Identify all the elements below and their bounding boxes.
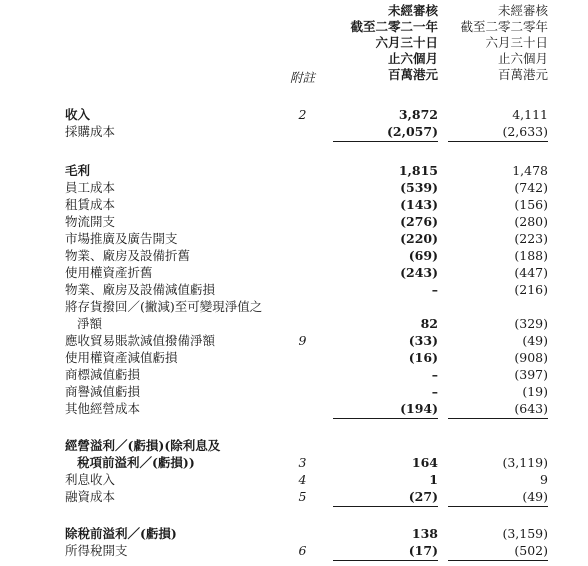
row-value-current: (143) [400,197,438,212]
header-prior-line4: 止六個月 [497,51,548,66]
row-note: 9 [298,333,307,348]
row-value-current: 1 [429,472,438,487]
subtotal-line-current [333,418,438,419]
row-label: 經營溢利／(虧損)(除利息及 [65,438,221,453]
subtotal-line-prior [448,141,548,142]
row-value-prior: (188) [514,248,548,263]
row-rou-depreciation [0,264,588,281]
row-income-tax [0,542,588,559]
header-current-line3: 六月三十日 [375,35,438,50]
row-note: 4 [298,472,307,487]
row-label: 將存貨撥回／(撇減)至可變現淨值之 [65,299,263,314]
row-value-prior: 1,478 [512,163,548,178]
row-label: 使用權資產折舊 [65,265,153,280]
row-value-current: (243) [400,265,438,280]
row-note: 5 [298,489,307,504]
header-current-line5: 百萬港元 [387,67,438,82]
row-value-prior: (908) [514,350,548,365]
row-label: 所得稅開支 [65,543,128,558]
row-value-prior: (156) [514,197,548,212]
subtotal-line-prior [448,418,548,419]
row-label: 市場推廣及廣告開支 [65,231,178,246]
row-label: 融資成本 [65,489,116,504]
row-value-prior: 4,111 [512,107,548,122]
subtotal-line-current [333,141,438,142]
row-value-current: 138 [411,526,438,541]
row-value-current: (69) [408,248,438,263]
row-profit-before-tax [0,525,588,542]
row-rou-impairment [0,349,588,366]
header-prior-line1: 未經審核 [497,3,548,18]
row-value-current: 164 [411,455,438,470]
row-label: 收入 [65,107,91,122]
row-label: 物業、廠房及設備減值虧損 [65,282,216,297]
row-value-current: (16) [408,350,438,365]
row-value-prior: (3,119) [502,455,548,470]
row-value-current: (2,057) [387,124,438,139]
subtotal-line-prior [448,506,548,507]
row-marketing [0,230,588,247]
row-trademark-impairment [0,366,588,383]
row-value-prior: (216) [514,282,548,297]
row-value-prior: (502) [514,543,548,558]
row-label: 使用權資產減值虧損 [65,350,178,365]
row-value-current: (17) [408,543,438,558]
row-label: 商標減值虧損 [65,367,141,382]
row-operating-result-line1 [0,437,588,454]
row-value-current: 3,872 [398,107,438,122]
row-finance-cost [0,488,588,505]
row-label: 物流開支 [65,214,116,229]
row-value-prior: (223) [514,231,548,246]
subtotal-line-current [333,506,438,507]
header-note-label: 附註 [290,70,316,85]
header-current-line4: 止六個月 [387,51,438,66]
row-value-current: (27) [408,489,438,504]
row-value-current: – [431,367,438,382]
row-label: 應收貿易賬款減值撥備淨額 [65,333,216,348]
row-value-prior: (49) [522,489,548,504]
row-value-prior: (2,633) [502,124,548,139]
row-label: 稅項前溢利／(虧損)) [77,455,195,470]
header-prior-line5: 百萬港元 [497,67,548,82]
row-note: 3 [298,455,307,470]
row-staff-cost [0,179,588,196]
header-prior-line3: 六月三十日 [485,35,548,50]
row-value-prior: (447) [514,265,548,280]
row-label: 員工成本 [65,180,116,195]
row-value-prior: (643) [514,401,548,416]
row-revenue [0,106,588,123]
row-value-current: (220) [400,231,438,246]
row-operating-result-line2 [0,454,588,471]
row-rental-cost [0,196,588,213]
row-gross-profit [0,162,588,179]
row-value-prior: 9 [540,472,548,487]
row-goodwill-impairment [0,383,588,400]
row-value-prior: (742) [514,180,548,195]
row-value-current: (33) [408,333,438,348]
row-ppe-impairment [0,281,588,298]
row-value-current: (276) [400,214,438,229]
row-value-prior: (329) [514,316,548,331]
header-current-line1: 未經審核 [387,3,438,18]
row-note: 2 [298,107,307,122]
row-value-prior: (19) [522,384,548,399]
row-value-current: 82 [420,316,438,331]
row-receivables-impairment [0,332,588,349]
subtotal-line-current [333,560,438,561]
row-label: 租賃成本 [65,197,116,212]
row-label: 毛利 [65,163,91,178]
row-other-operating-cost [0,400,588,417]
row-label: 採購成本 [65,124,116,139]
row-label: 利息收入 [65,472,116,487]
row-value-prior: (49) [522,333,548,348]
subtotal-line-prior [448,560,548,561]
row-value-prior: (3,159) [502,526,548,541]
row-value-prior: (397) [514,367,548,382]
row-value-current: (194) [400,401,438,416]
row-label: 物業、廠房及設備折舊 [65,248,191,263]
row-interest-income [0,471,588,488]
row-label: 其他經營成本 [65,401,141,416]
row-label: 除稅前溢利／(虧損) [65,526,177,541]
row-ppe-depreciation [0,247,588,264]
row-inventory-writeback-line1 [0,298,588,315]
row-note: 6 [298,543,307,558]
row-value-current: (539) [400,180,438,195]
row-value-current: – [431,384,438,399]
row-value-current: – [431,282,438,297]
row-logistics [0,213,588,230]
row-purchase-cost [0,123,588,140]
row-label: 商譽減值虧損 [65,384,141,399]
row-value-prior: (280) [514,214,548,229]
header-prior-line2: 截至二零二零年 [460,19,548,34]
header-current-line2: 截至二零二一年 [350,19,438,34]
row-value-current: 1,815 [398,163,438,178]
row-label: 淨額 [77,316,103,331]
row-inventory-writeback-line2 [0,315,588,332]
